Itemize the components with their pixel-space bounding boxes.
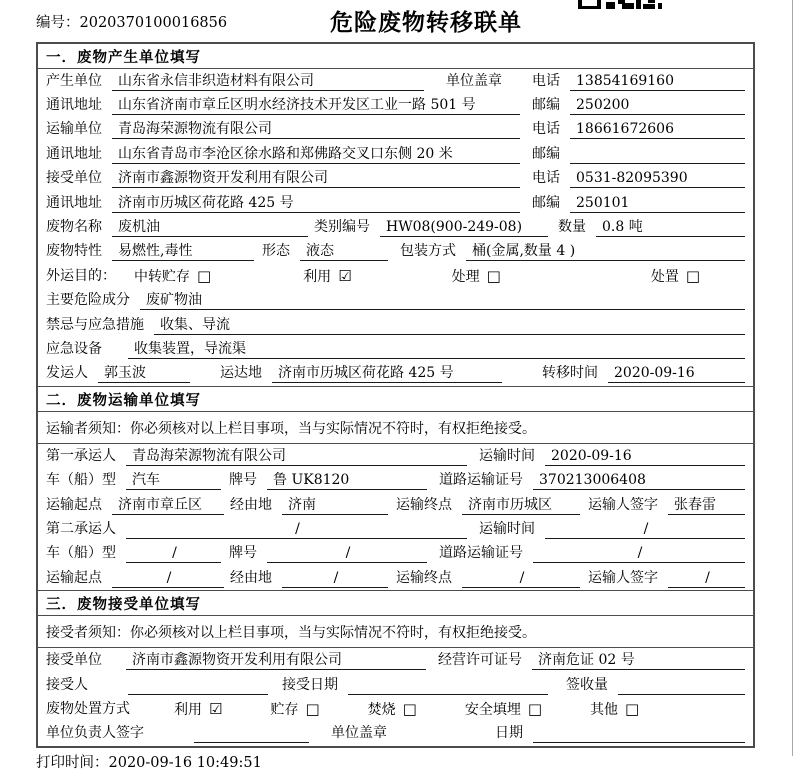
checkbox-unchecked-icon: □ xyxy=(486,266,501,285)
road-permit2-value: / xyxy=(533,544,745,563)
producer-zip-value: 250200 xyxy=(570,96,745,115)
receiver-notice: 接受者须知：你必须核对以上栏目事项，当与实际情况不符时，有权拒绝接受。 xyxy=(38,616,753,648)
checkbox-unchecked-icon: □ xyxy=(685,266,701,285)
purpose-row xyxy=(38,264,753,288)
serial-line xyxy=(36,11,227,32)
transporter-phone-value: 18661672606 xyxy=(570,120,745,139)
equipment-value: 收集装置，导流渠 xyxy=(128,340,745,359)
waste-trait-row xyxy=(38,240,753,264)
vehicle-type2-value: / xyxy=(126,544,221,563)
waste-trait-label: 废物特性 xyxy=(46,243,102,260)
quantity-label: 数量 xyxy=(558,219,586,236)
date-label: 日期 xyxy=(495,725,523,742)
phone-label: 电话 xyxy=(532,170,560,187)
shipper-value: 郭玉波 xyxy=(98,364,190,383)
disposal-option-incinerate xyxy=(368,699,417,719)
origin-label: 运输起点 xyxy=(46,569,102,586)
accept-unit-row xyxy=(38,648,753,672)
route2-row xyxy=(38,566,753,590)
transporter-sign-label: 运输人签字 xyxy=(588,496,658,513)
plate-label: 牌号 xyxy=(229,472,257,489)
carrier1-label: 第一承运人 xyxy=(46,447,116,464)
terminal2-value: / xyxy=(462,569,580,588)
section3-header: 三．废物接受单位填写 xyxy=(38,590,753,616)
accept-unit-label: 接受单位 xyxy=(46,652,102,669)
shipper-label: 发运人 xyxy=(46,365,88,382)
producer-label: 产生单位 xyxy=(46,72,102,89)
vehicle-type1-value: 汽车 xyxy=(126,471,221,490)
carrier2-label: 第二承运人 xyxy=(46,520,116,537)
zip-label: 邮编 xyxy=(532,194,560,211)
category-value: HW08(900-249-08) xyxy=(380,218,548,237)
vehicle2-row xyxy=(38,542,753,566)
packing-value: 桶(金属,数量 4 ) xyxy=(466,242,745,261)
disposal-option-other xyxy=(590,699,639,719)
purpose-option-transfer-storage xyxy=(134,266,211,286)
transport-time-label: 运输时间 xyxy=(479,447,535,464)
zip-label: 邮编 xyxy=(532,145,560,162)
purpose-option-utilize xyxy=(303,266,351,286)
transporter-zip-value xyxy=(570,145,745,164)
transport-time1-value: 2020-09-16 xyxy=(545,447,745,466)
purpose-option-label: 利用 xyxy=(303,269,332,286)
acceptor-row xyxy=(38,673,753,697)
road-permit1-value: 370213006408 xyxy=(533,471,745,490)
via-label: 经由地 xyxy=(230,496,272,513)
checkbox-checked-icon: ☑ xyxy=(338,266,352,285)
receiver-value: 济南市鑫源物资开发利用有限公司 xyxy=(112,169,520,188)
disposal-option-label: 贮存 xyxy=(270,702,299,719)
disposal-option-label: 其他 xyxy=(590,702,619,719)
transport-time2-value: / xyxy=(545,520,745,539)
address-label: 通讯地址 xyxy=(46,97,102,114)
producer-phone-value: 13854169160 xyxy=(570,72,745,91)
purpose-option-label: 处置 xyxy=(650,269,679,286)
producer-value: 山东省永信非织造材料有限公司 xyxy=(112,72,424,91)
hazard-value: 废矿物油 xyxy=(140,291,745,310)
transporter-label: 运输单位 xyxy=(46,121,102,138)
transporter-sign2-value: / xyxy=(668,569,745,588)
unit-seal-label: 单位盖章 xyxy=(446,72,502,89)
road-permit-label: 道路运输证号 xyxy=(439,545,523,562)
carrier2-row xyxy=(38,517,753,541)
head-sign-label: 单位负责人签字 xyxy=(46,725,144,742)
disposal-row xyxy=(38,697,753,721)
disposal-option-label: 焚烧 xyxy=(367,702,396,719)
print-time-value: 2020-09-16 10:49:51 xyxy=(108,755,262,771)
via-label: 经由地 xyxy=(230,569,272,586)
disposal-option-label: 安全填埋 xyxy=(464,702,521,719)
producer-address-value: 山东省济南市章丘区明水经济技术开发区工业一路 501 号 xyxy=(112,96,520,115)
plate2-value: / xyxy=(267,544,427,563)
sign-qty-label: 签收量 xyxy=(566,676,608,693)
disposal-label: 废物处置方式 xyxy=(46,700,130,717)
manifest-table xyxy=(36,42,755,748)
receiver-phone-value: 0531-82095390 xyxy=(570,169,745,188)
zip-label: 邮编 xyxy=(532,97,560,114)
destination-label: 运达地 xyxy=(220,365,262,382)
plate-label: 牌号 xyxy=(229,545,257,562)
transporter-notice: 运输者须知：你必须核对以上栏目事项，当与实际情况不符时，有权拒绝接受。 xyxy=(38,412,753,444)
purpose-label: 外运目的： xyxy=(46,267,116,284)
checkbox-unchecked-icon: □ xyxy=(402,699,417,718)
address-label: 通讯地址 xyxy=(46,194,102,211)
receiver-row xyxy=(38,167,753,191)
transporter-address-value: 山东省青岛市李沧区徐水路和郑佛路交叉口东侧 20 米 xyxy=(112,145,520,164)
road-permit-label: 道路运输证号 xyxy=(439,472,523,489)
terminal-label: 运输终点 xyxy=(396,496,452,513)
section2-header: 二．废物运输单位填写 xyxy=(38,386,753,412)
producer-row xyxy=(38,69,753,93)
transfer-time-value: 2020-09-16 xyxy=(608,364,745,383)
carrier2-value: / xyxy=(126,520,467,539)
taboo-value: 收集、导流 xyxy=(154,316,745,335)
phone-label: 电话 xyxy=(532,121,560,138)
serial-label: 编号： xyxy=(36,15,80,31)
print-time-label: 打印时间： xyxy=(36,755,109,771)
unit-seal-label: 单位盖章 xyxy=(331,725,387,742)
origin1-value: 济南市章丘区 xyxy=(112,496,224,515)
equipment-label: 应急设备 xyxy=(46,340,102,357)
waste-name-label: 废物名称 xyxy=(46,219,102,236)
disposal-option-utilize xyxy=(174,699,222,719)
transporter-row xyxy=(38,118,753,142)
packing-label: 包装方式 xyxy=(400,243,456,260)
checkbox-unchecked-icon: □ xyxy=(527,699,543,718)
origin-label: 运输起点 xyxy=(46,496,102,513)
sign-qty-value xyxy=(618,676,745,695)
producer-address-row xyxy=(38,93,753,117)
disposal-option-label: 利用 xyxy=(174,702,202,719)
qr-code-icon xyxy=(578,0,662,9)
checkbox-unchecked-icon: □ xyxy=(625,699,640,718)
section1-header: 一．废物产生单位填写 xyxy=(38,44,753,69)
head-sign-value xyxy=(194,724,309,743)
page-edge-line xyxy=(792,0,793,756)
accept-date-value xyxy=(348,676,548,695)
head-sign-row xyxy=(38,722,753,746)
destination-value: 济南市历城区荷花路 425 号 xyxy=(272,364,502,383)
purpose-option-dispose xyxy=(651,266,700,286)
carrier1-row xyxy=(38,444,753,468)
accept-unit-value: 济南市鑫源物资开发利用有限公司 xyxy=(126,651,426,670)
form-value: 液态 xyxy=(300,242,388,261)
equipment-row xyxy=(38,337,753,361)
page-title: 危险废物转移联单 xyxy=(330,9,522,36)
form-label: 形态 xyxy=(262,243,290,260)
hazard-row xyxy=(38,289,753,313)
receiver-address-value: 济南市历城区荷花路 425 号 xyxy=(112,194,520,213)
transporter-value: 青岛海荣源物流有限公司 xyxy=(112,120,520,139)
permit-label: 经营许可证号 xyxy=(438,652,522,669)
transfer-time-label: 转移时间 xyxy=(542,365,598,382)
vehicle-type-label: 车（船）型 xyxy=(46,545,116,562)
terminal-label: 运输终点 xyxy=(396,569,452,586)
checkbox-unchecked-icon: □ xyxy=(197,266,212,285)
shipper-row xyxy=(38,362,753,386)
permit-value: 济南危证 02 号 xyxy=(532,651,745,670)
transport-time-label: 运输时间 xyxy=(479,520,535,537)
checkbox-unchecked-icon: □ xyxy=(305,699,320,718)
receiver-zip-value: 250101 xyxy=(570,194,745,213)
date-value xyxy=(533,724,745,743)
acceptor-label: 接受人 xyxy=(46,676,88,693)
disposal-option-landfill xyxy=(465,699,542,719)
checkbox-checked-icon: ☑ xyxy=(209,699,223,718)
origin2-value: / xyxy=(112,569,224,588)
purpose-option-treat xyxy=(452,266,501,286)
transporter-sign1-value: 张春雷 xyxy=(668,496,745,515)
hazard-label: 主要危险成分 xyxy=(46,292,130,309)
address-label: 通讯地址 xyxy=(46,145,102,162)
purpose-option-label: 中转贮存 xyxy=(134,269,190,286)
waste-name-row xyxy=(38,215,753,239)
accept-date-label: 接受日期 xyxy=(282,676,338,693)
transporter-address-row xyxy=(38,142,753,166)
taboo-row xyxy=(38,313,753,337)
taboo-label: 禁忌与应急措施 xyxy=(46,316,144,333)
phone-label: 电话 xyxy=(532,72,560,89)
quantity-value: 0.8 吨 xyxy=(596,218,745,237)
carrier1-value: 青岛海荣源物流有限公司 xyxy=(126,447,467,466)
vehicle1-row xyxy=(38,468,753,492)
waste-trait-value: 易燃性,毒性 xyxy=(112,242,254,261)
acceptor-value xyxy=(128,676,268,695)
disposal-option-storage xyxy=(270,699,319,719)
via1-value: 济南 xyxy=(282,496,388,515)
purpose-option-label: 处理 xyxy=(451,269,480,286)
serial-number: 2020370100016856 xyxy=(79,15,228,31)
transporter-sign-label: 运输人签字 xyxy=(588,569,658,586)
route1-row xyxy=(38,493,753,517)
waste-name-value: 废机油 xyxy=(112,218,308,237)
category-label: 类别编号 xyxy=(314,219,370,236)
receiver-label: 接受单位 xyxy=(46,170,102,187)
terminal1-value: 济南市历城区 xyxy=(462,496,580,515)
via2-value: / xyxy=(282,569,388,588)
print-time-line xyxy=(36,751,262,772)
plate1-value: 鲁 UK8120 xyxy=(267,471,427,490)
vehicle-type-label: 车（船）型 xyxy=(46,472,116,489)
receiver-address-row xyxy=(38,191,753,215)
